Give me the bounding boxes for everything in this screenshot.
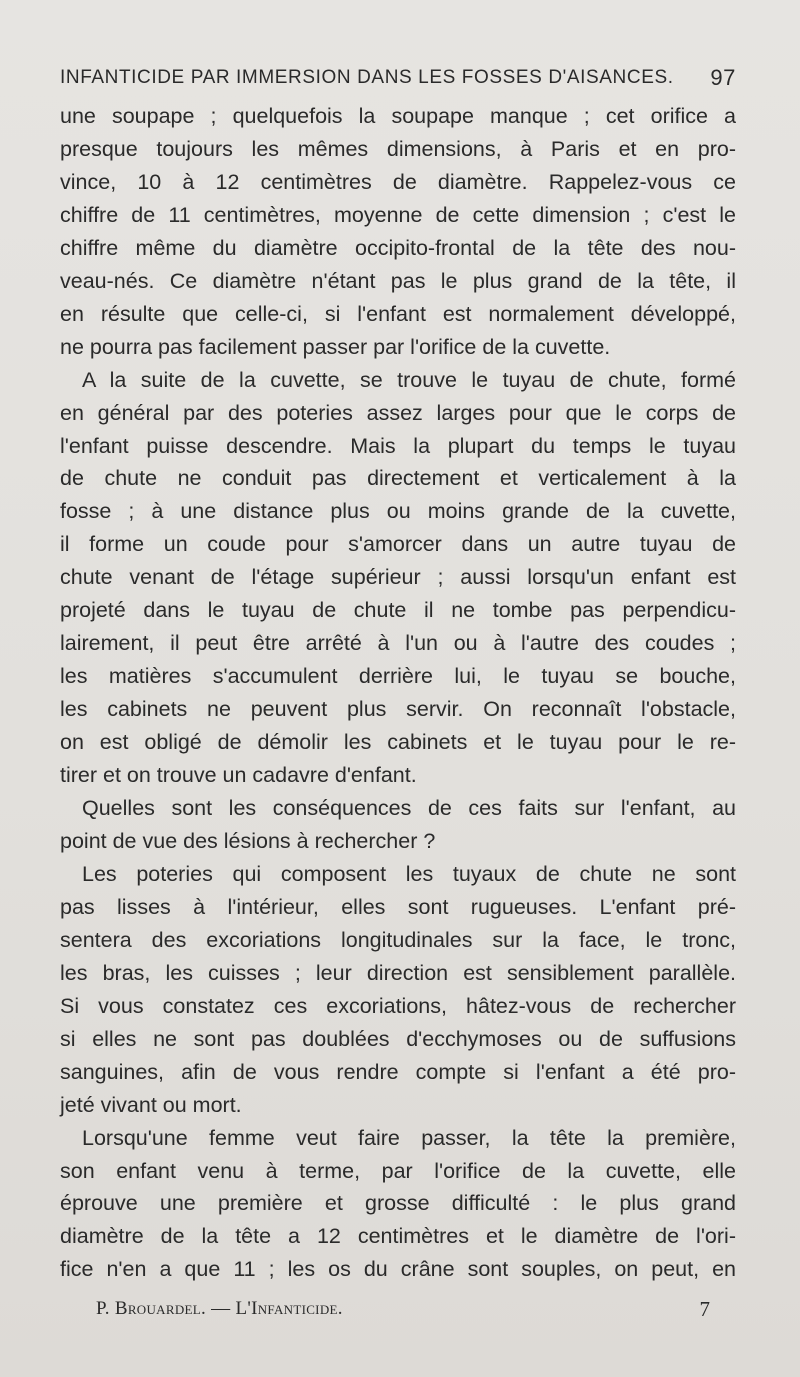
running-head-title: INFANTICIDE PAR IMMERSION DANS LES FOSSES D'AISANCES. (60, 67, 674, 88)
text-line: Les poteries qui composent les tuyaux de chute ne sont (82, 861, 736, 886)
text-line: les cabinets ne peuvent plus servir. On reconnaît l'obstacle, (60, 697, 736, 722)
text-line: l'enfant puisse descendre. Mais la plupart du temps le tuyau (60, 433, 736, 458)
text-line: Quelles sont les conséquences de ces faits sur l'enfant, au (82, 796, 736, 821)
text-line: Si vous constatez ces excoriations, hâtez-vous de rechercher (60, 993, 736, 1018)
text-line: A la suite de la cuvette, se trouve le tuyau de chute, formé (82, 367, 736, 392)
text-line: sanguines, afin de vous rendre compte si l'enfant a été pro- (60, 1059, 736, 1084)
text-line: jeté vivant ou mort. (60, 1092, 242, 1117)
text-line: pas lisses à l'intérieur, elles sont rugueuses. L'enfant pré- (60, 894, 736, 919)
text-line: presque toujours les mêmes dimensions, à Paris et en pro- (60, 136, 736, 161)
text-line: chiffre de 11 centimètres, moyenne de cette dimension ; c'est le (60, 202, 736, 227)
text-line: en résulte que celle-ci, si l'enfant est normalement développé, (60, 301, 736, 326)
text-line: point de vue des lésions à rechercher ? (60, 828, 436, 853)
text-line: vince, 10 à 12 centimètres de diamètre. Rappelez-vous ce (60, 169, 736, 194)
text-line: il forme un coude pour s'amorcer dans un autre tuyau de (60, 532, 736, 557)
text-line: en général par des poteries assez larges pour que le corps de (60, 400, 736, 425)
text-line: ne pourra pas facilement passer par l'orifice de la cuvette. (60, 334, 611, 359)
text-line: veau-nés. Ce diamètre n'étant pas le plus grand de la tête, il (60, 268, 736, 293)
text-line: si elles ne sont pas doublées d'ecchymoses ou de suffusions (60, 1026, 736, 1051)
text-line: les bras, les cuisses ; leur direction est sensiblement parallèle. (60, 960, 736, 985)
text-line: chute venant de l'étage supérieur ; aussi lorsqu'un enfant est (60, 565, 736, 590)
body-text (60, 100, 736, 1286)
text-line: Lorsqu'une femme veut faire passer, la tête la première, (82, 1125, 736, 1150)
page-footer (96, 1294, 710, 1324)
running-head (60, 60, 736, 96)
text-line: de chute ne conduit pas directement et verticalement à la (60, 466, 736, 491)
text-line: une soupape ; quelquefois la soupape manque ; cet orifice a (60, 104, 736, 128)
text-line: chiffre même du diamètre occipito-frontal de la tête des nou- (60, 235, 736, 260)
text-line: tirer et on trouve un cadavre d'enfant. (60, 763, 417, 788)
page-number: 97 (710, 65, 736, 90)
text-line: fice n'en a que 11 ; les os du crâne sont souples, on peut, en (60, 1257, 736, 1282)
text-line: fosse ; à une distance plus ou moins grande de la cuvette, (60, 499, 736, 524)
text-line: lairement, il peut être arrêté à l'un ou à l'autre des coudes ; (60, 631, 736, 656)
footer-signature: P. Brouardel. — L'Infanticide. (96, 1298, 343, 1319)
text-line: projeté dans le tuyau de chute il ne tombe pas perpendicu- (60, 598, 736, 623)
text-line: sentera des excoriations longitudinales sur la face, le tronc, (60, 927, 736, 952)
text-line: diamètre de la tête a 12 centimètres et le diamètre de l'ori- (60, 1224, 736, 1249)
text-line: les matières s'accumulent derrière lui, le tuyau se bouche, (60, 664, 736, 689)
text-line: on est obligé de démolir les cabinets et le tuyau pour le re- (60, 730, 736, 755)
text-line: son enfant venu à terme, par l'orifice de la cuvette, elle (60, 1158, 736, 1183)
text-line: éprouve une première et grosse difficulté : le plus grand (60, 1191, 736, 1216)
sheet-number: 7 (699, 1297, 710, 1321)
